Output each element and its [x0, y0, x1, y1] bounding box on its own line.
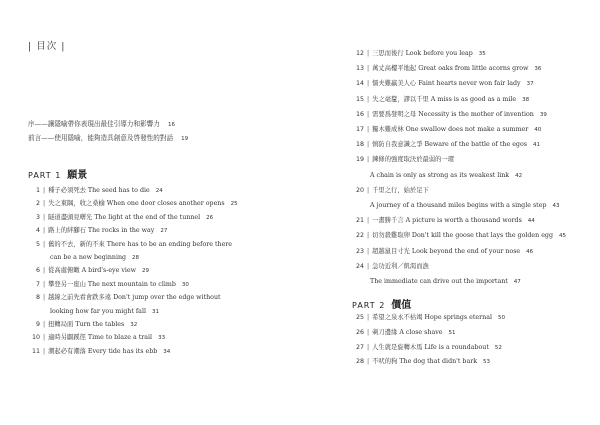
entry-separator: |	[367, 314, 370, 321]
entry-separator: |	[367, 343, 370, 351]
page-number: 33	[158, 335, 166, 342]
page-number: 40	[534, 127, 542, 133]
entry-separator: |	[367, 95, 370, 103]
entry-text: 三思而後行 Look before you leap	[372, 50, 473, 57]
toc-entry	[346, 248, 533, 256]
entry-number: 20	[355, 186, 364, 194]
toc-entry	[22, 348, 170, 356]
entry-text: 種子必須死去 The seed has to die	[48, 187, 150, 194]
entry-separator: |	[367, 141, 370, 149]
entry-number: 12	[355, 50, 364, 57]
page-number: 44	[527, 218, 535, 225]
part-heading	[352, 296, 411, 311]
toc-entry-continued	[50, 254, 139, 261]
entry-number: 27	[355, 343, 364, 351]
entry-text: 不吠的狗 The dog that didn't bark	[372, 358, 478, 366]
entry-text-continued: A journey of a thousand miles begins with a single step	[370, 202, 547, 209]
entry-separator: |	[43, 280, 46, 288]
entry-number: 26	[355, 328, 364, 336]
entry-text: 失之毫釐，謬以千里 A miss is as good as a mile	[372, 95, 517, 103]
part-label: PART 2	[352, 301, 386, 310]
entry-text: 懦夫難贏美人心 Faint hearts never won fair lady	[372, 80, 521, 88]
entry-number: 10	[31, 334, 40, 342]
page-number: 52	[494, 344, 502, 351]
entry-separator: |	[43, 187, 46, 194]
toc-entry	[346, 156, 454, 164]
toc-entry	[22, 241, 232, 249]
entry-number: 1	[35, 187, 40, 194]
toc-entry	[346, 217, 535, 225]
entry-separator: |	[367, 126, 370, 133]
entry-number: 14	[355, 80, 364, 88]
right-page	[300, 0, 600, 425]
entry-text: 慎防自我意識之爭 Beware of the battle of the egos	[372, 141, 527, 149]
toc-entry-continued	[370, 278, 521, 285]
entry-number: 23	[355, 247, 364, 255]
entry-number: 24	[355, 262, 364, 270]
entry-text: 希望之泉永不枯竭 Hope springs eternal	[372, 314, 492, 321]
entry-text: 失之東隅，收之桑榆 When one door closes another opens	[48, 200, 225, 208]
toc-entry	[22, 227, 167, 235]
entry-number: 18	[355, 141, 364, 149]
page-number: 24	[155, 188, 163, 194]
entry-number: 9	[35, 321, 40, 328]
toc-entry	[22, 294, 221, 302]
entry-number: 11	[31, 347, 40, 355]
page-number: 34	[163, 348, 171, 355]
entry-number: 22	[355, 232, 364, 240]
toc-entry-continued	[50, 308, 159, 315]
entry-separator: |	[367, 262, 370, 270]
entry-text: 萬丈高樓平地起 Great oaks from little acorns grow	[372, 65, 529, 73]
entry-text-continued: can be a new beginning	[50, 254, 127, 261]
part-heading	[28, 166, 87, 181]
page-number: 53	[483, 359, 491, 366]
page-number: 19	[181, 136, 189, 142]
entry-number: 13	[355, 65, 364, 73]
entry-text: 剃刀邊緣 A close shave	[372, 328, 443, 336]
entry-separator: |	[367, 65, 370, 73]
page-number: 32	[130, 322, 138, 328]
entry-number: 6	[35, 267, 40, 275]
entry-text: 急功近利／飢渴而漁	[372, 262, 429, 270]
page-number: 46	[526, 248, 534, 255]
entry-number: 8	[35, 294, 40, 302]
foreword-entry	[28, 132, 188, 142]
toc-entry	[346, 50, 486, 58]
toc-entry	[346, 232, 566, 240]
page-number: 47	[513, 279, 521, 285]
toc-title: | 目次 |	[28, 41, 66, 52]
toc-entry	[346, 314, 505, 322]
entry-number: 19	[355, 156, 364, 164]
entry-separator: |	[43, 240, 46, 248]
entry-separator: |	[43, 294, 46, 302]
entry-text-continued: looking how far you might fall	[50, 307, 146, 315]
toc-entry	[346, 80, 534, 88]
toc-entry	[346, 187, 429, 195]
entry-separator: |	[367, 328, 370, 336]
toc-entry	[346, 358, 490, 366]
entry-separator: |	[367, 247, 370, 255]
entry-number: 7	[35, 280, 40, 288]
entry-number: 2	[35, 200, 40, 208]
entry-text: 千里之行，始於足下	[372, 186, 429, 194]
page-number: 26	[206, 214, 214, 221]
entry-separator: |	[367, 186, 370, 194]
toc-entry	[346, 141, 540, 149]
entry-separator: |	[367, 156, 370, 164]
toc-entry	[346, 111, 547, 119]
toc-entry	[346, 65, 541, 73]
page-number: 37	[526, 81, 534, 88]
page-number: 30	[181, 281, 189, 288]
entry-text-continued: A chain is only as strong as its weakest link	[370, 171, 510, 179]
toc-entry	[22, 321, 137, 329]
toc-entry	[22, 200, 238, 208]
entry-text: 超越鼠目寸光 Look beyond the end of your nose	[372, 247, 521, 255]
entry-text: 一畫勝千言 A picture is worth a thousand words	[372, 217, 522, 225]
entry-separator: |	[43, 227, 46, 235]
page-number: 45	[559, 233, 566, 240]
entry-separator: |	[43, 267, 46, 275]
entry-separator: |	[43, 334, 46, 342]
toc-entry	[22, 334, 165, 342]
page-number: 36	[534, 66, 542, 73]
page-number: 29	[142, 268, 150, 275]
entry-text: 扭轉局面 Turn the tables	[48, 321, 125, 328]
entry-separator: |	[367, 217, 370, 225]
entry-text: 人生就是旋轉木馬 Life is a roundabout	[372, 343, 489, 351]
entry-separator: |	[43, 200, 46, 208]
entry-number: 17	[355, 126, 364, 133]
entry-text: 切勿殺雞取卵 Don't kill the goose that lays the golden egg	[372, 232, 553, 240]
page-number: 27	[160, 228, 168, 235]
toc-entry	[22, 214, 213, 222]
toc-entry-continued	[370, 172, 522, 179]
part-title: 價值	[391, 300, 412, 311]
page-number: 43	[552, 203, 560, 209]
entry-text: 需要爲發明之母 Necessity is the mother of invention	[372, 110, 534, 118]
entry-number: 4	[35, 227, 40, 235]
entry-text: 潮起必有潮落 Every tide has its ebb	[48, 347, 158, 355]
entry-separator: |	[43, 321, 46, 328]
part-label: PART 1	[28, 171, 62, 180]
entry-text: 舊的不去，新的不來 There has to be an ending before there	[48, 240, 233, 248]
entry-number: 5	[35, 240, 40, 248]
toc-entry	[22, 267, 149, 275]
entry-number: 15	[355, 95, 364, 103]
toc-entry	[346, 263, 429, 271]
entry-text-continued: The immediate can drive out the important	[370, 278, 508, 285]
preface-entry	[28, 118, 175, 128]
preface-text: 序——讓隱喻帶你表現出最佳引導力和影響力	[28, 120, 160, 128]
page-number: 38	[522, 96, 530, 103]
entry-separator: |	[43, 213, 46, 221]
entry-text: 路上的絆腳石 The rocks in the way	[48, 227, 155, 235]
entry-separator: |	[367, 358, 370, 366]
page-number: 25	[230, 201, 238, 208]
part-title: 願景	[67, 170, 88, 181]
foreword-text: 前言——使用隱喻，能夠造具創意及啓發性的對話	[28, 134, 174, 142]
page-number: 16	[167, 122, 175, 128]
entry-number: 21	[355, 217, 364, 225]
page-number: 31	[151, 308, 159, 315]
entry-separator: |	[367, 50, 370, 57]
page-number: 41	[532, 142, 540, 149]
entry-text: 獨木難成林 One swallow does not make a summer	[372, 126, 529, 133]
entry-separator: |	[367, 110, 370, 118]
entry-text: 鍊條的強度取決於最弱的一環	[372, 156, 454, 164]
page-number: 42	[515, 172, 523, 179]
toc-entry-continued	[370, 202, 559, 209]
entry-number: 25	[355, 314, 364, 321]
entry-separator: |	[367, 80, 370, 88]
toc-entry	[346, 344, 502, 352]
entry-number: 28	[355, 358, 364, 366]
toc-entry	[346, 96, 529, 104]
toc-entry	[22, 281, 189, 289]
entry-separator: |	[43, 347, 46, 355]
page-number: 28	[132, 255, 140, 261]
page-number: 51	[448, 329, 456, 336]
entry-text: 適時另闢蹊徑 Time to blaze a trail	[48, 334, 153, 342]
entry-separator: |	[367, 232, 370, 240]
toc-entry	[346, 329, 455, 337]
entry-text: 隧道盡頭見曙光 The light at the end of the tunnel	[48, 213, 201, 221]
toc-entry	[346, 126, 541, 134]
page-number: 50	[497, 315, 505, 321]
entry-number: 3	[35, 213, 40, 221]
toc-entry	[22, 187, 163, 195]
entry-text: 攀登另一座山 The next mountain to climb	[48, 280, 176, 288]
entry-text: 從高處俯瞰 A bird's-eye view	[48, 267, 137, 275]
page-number: 39	[539, 111, 547, 118]
entry-number: 16	[355, 110, 364, 118]
page-number: 35	[478, 51, 486, 57]
entry-text: 越線之前先看會跌多遠 Don't jump over the edge without	[48, 294, 221, 302]
